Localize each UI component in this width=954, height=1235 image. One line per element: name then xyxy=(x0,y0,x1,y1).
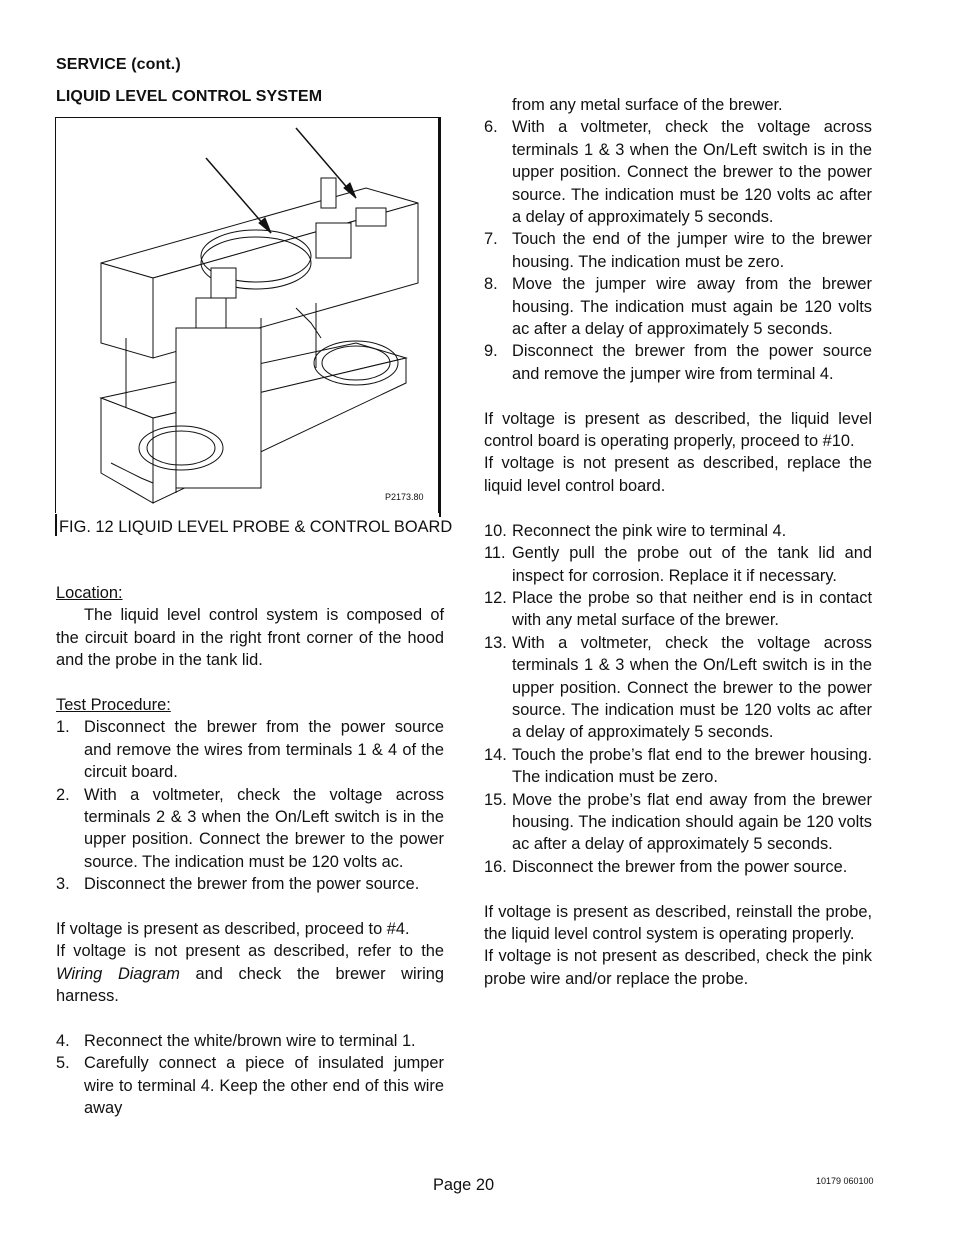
step-item: 15. Move the probe’s flat end away from the brewer housing. The indication should again be 120 volts ac after a delay of approximately 5 seconds. xyxy=(484,790,872,854)
figure-frame xyxy=(55,117,439,513)
step-item: 5. Carefully connect a piece of insulated jumper wire to terminal 4. Keep the other end of this wire away xyxy=(56,1054,444,1118)
steps-list-d xyxy=(484,520,872,879)
figure-code: P2173.80 xyxy=(385,492,424,502)
page-number: Page 20 xyxy=(433,1176,495,1194)
result-text: If voltage is present as described, reinstall the probe, the liquid level control system is operating properly. xyxy=(484,902,872,943)
step-item: 8. Move the jumper wire away from the brewer housing. The indication must again be 120 volts ac after a delay of approximately 5 seconds. xyxy=(484,275,872,339)
step-item: 10. Reconnect the pink wire to terminal 4. xyxy=(484,521,787,540)
step-item: 12. Place the probe so that neither end is in contact with any metal surface of the brewer. xyxy=(484,588,872,630)
brewer-illustration xyxy=(56,118,440,514)
result-text: If voltage is not present as described, check the pink probe wire and/or replace the probe. xyxy=(484,947,872,988)
step-item: 1. Disconnect the brewer from the power source and remove the wires from terminals 1 & 4 of the circuit board. xyxy=(56,718,444,782)
test-procedure-title: Test Procedure: xyxy=(56,696,171,715)
step-item: 4. Reconnect the white/brown wire to terminal 1. xyxy=(56,1032,416,1051)
steps-list-a xyxy=(56,716,444,895)
result-text: If voltage is not present as described, replace the liquid level control board. xyxy=(484,454,872,495)
section-heading: SERVICE (cont.) xyxy=(56,56,181,73)
left-column xyxy=(56,582,444,1120)
step-item: 16. Disconnect the brewer from the power source. xyxy=(484,857,848,876)
step-item: 3. Disconnect the brewer from the power source. xyxy=(56,875,420,894)
location-text: The liquid level control system is composed of the circuit board in the right front corner of the hood and the probe in the tank lid. xyxy=(56,606,444,670)
step-item: 7. Touch the end of the jumper wire to the brewer housing. The indication must be zero. xyxy=(484,230,872,271)
figure-caption: FIG. 12 LIQUID LEVEL PROBE & CONTROL BOARD xyxy=(59,518,453,536)
right-column xyxy=(484,94,872,990)
document-code: 10179 060100 xyxy=(816,1176,874,1186)
step-item: 6. With a voltmeter, check the voltage across terminals 1 & 3 when the On/Left switch is in the upper position. Connect the brewer to the power source. The indication must be 120 volts ac after a delay of approximately 5 seconds. xyxy=(484,118,872,227)
result-text: If voltage is present as described, proceed to #4. xyxy=(56,920,410,939)
step-item: 11. Gently pull the probe out of the tank lid and inspect for corrosion. Replace it if necessary. xyxy=(484,544,872,585)
result-text: If voltage is present as described, the liquid level control board is operating properly, proceed to #10. xyxy=(484,409,872,451)
result-text: If voltage is not present as described, refer to the Wiring Diagram and check the brewer wiring harness. xyxy=(56,942,444,1006)
step-continuation: from any metal surface of the brewer. xyxy=(512,96,783,114)
step-item: 13. With a voltmeter, check the voltage across terminals 1 & 3 when the On/Left switch is in the upper position. Connect the brewer to the power source. The indication must be 120 volts ac after a delay of approximately 5 seconds. xyxy=(484,633,872,742)
step-item: 14. Touch the probe’s flat end to the brewer housing. The indication must be zero. xyxy=(484,745,872,787)
subsection-heading: LIQUID LEVEL CONTROL SYSTEM xyxy=(56,88,323,105)
steps-list-c xyxy=(484,116,872,385)
step-item: 2. With a voltmeter, check the voltage across terminals 2 & 3 when the On/Left switch is in the upper position. Connect the brewer to the power source. The indication must be 120 volts ac. xyxy=(56,785,444,871)
steps-list-b xyxy=(56,1030,444,1120)
location-title: Location: xyxy=(56,584,123,602)
step-item: 9. Disconnect the brewer from the power source and remove the jumper wire from terminal 4. xyxy=(484,342,872,383)
